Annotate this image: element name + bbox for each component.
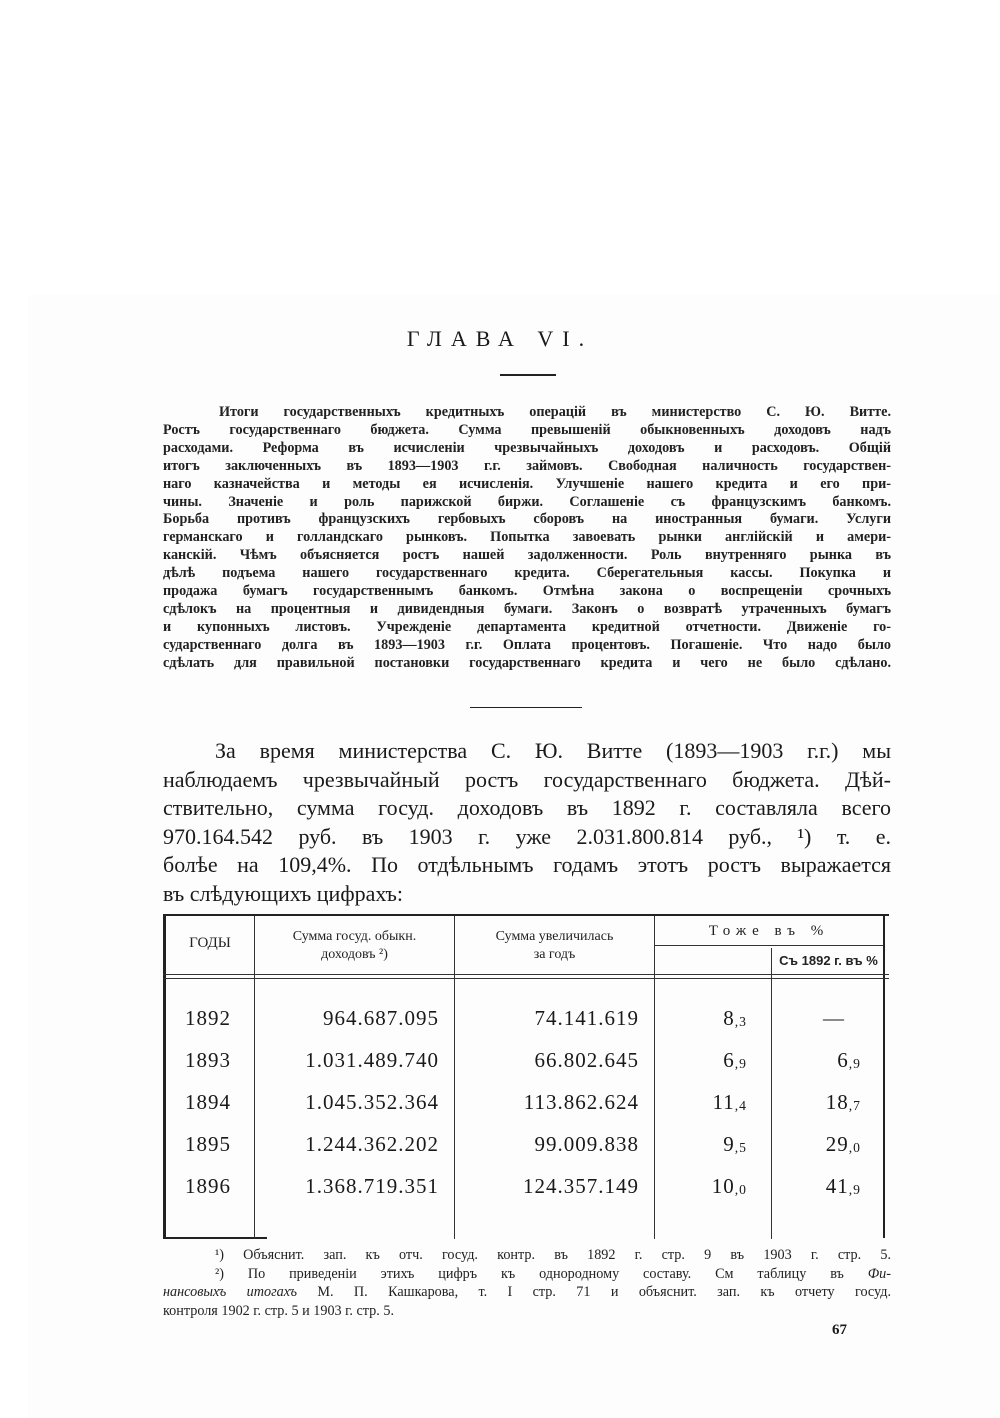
cell-income: 1.244.362.202 <box>305 1132 439 1156</box>
header-income <box>255 928 454 964</box>
table-row <box>163 1048 889 1090</box>
header-income-line: доходовъ ²) <box>321 947 388 962</box>
chapter-title: ГЛАВА VI. <box>406 326 594 351</box>
body-line: ствительно, сумма госуд. доходовъ въ 1892 г. составляла всего <box>163 795 891 820</box>
cell-year: 1892 <box>185 1006 231 1030</box>
cell-year: 1896 <box>185 1174 231 1198</box>
footnote-2-cont: контроля 1902 г. стр. 5 и 1903 г. стр. 5. <box>163 1302 394 1319</box>
table-row <box>163 1090 889 1132</box>
cell-income: 1.045.352.364 <box>305 1090 439 1114</box>
footnote-2-cont: нансовыхъ итогахъ М. П. Кашкарова, т. I стр. 71 и объяснит. зап. къ отчету госуд. <box>163 1284 891 1300</box>
summary-line: продажа бумагъ государственнымъ банкомъ. Отмѣна закона о воспрещеніи срочныхъ <box>163 583 891 600</box>
summary-line: сдѣлокъ на процентныя и дивидендныя бумаги. Законъ о возвратѣ утраченныхъ бумагъ <box>163 600 891 617</box>
cell-pct: $8_{,3}$ <box>723 1006 747 1030</box>
cell-income: 964.687.095 <box>323 1006 439 1030</box>
cell-pct: $10_{,0}$ <box>711 1174 747 1198</box>
page-number: 67 <box>832 1322 847 1338</box>
summary-rule <box>470 707 582 708</box>
body-line: наблюдаемъ чрезвычайный ростъ государственнаго бюджета. Дѣй- <box>163 766 891 792</box>
cell-pct: $11_{,4}$ <box>712 1090 747 1114</box>
cell-increase: 66.802.645 <box>534 1048 639 1072</box>
header-pct-group: Тоже въ % <box>708 923 830 939</box>
header-increase-line: за годъ <box>533 947 576 962</box>
cell-increase: 99.009.838 <box>534 1132 639 1156</box>
summary-line: Ростъ государственнаго бюджета. Сумма превышеній обыкновенныхъ доходовъ надъ <box>163 421 891 438</box>
footnote-1: ¹) Объяснит. зап. къ отч. госуд. контр. въ 1892 г. стр. 9 въ 1903 г. стр. 5. <box>215 1247 891 1263</box>
summary-line: Борьба противъ французскихъ гербовыхъ сборовъ на иностранныя бумаги. Услуги <box>163 511 891 528</box>
cell-income: 1.368.719.351 <box>305 1174 439 1198</box>
summary-line: итогъ заключенныхъ въ 1893—1903 г.г. займовъ. Свободная наличность государствен- <box>163 457 891 474</box>
header-separator <box>163 974 889 975</box>
summary-line: Итоги государственныхъ кредитныхъ операцій въ министерство С. Ю. Витте. <box>219 404 891 420</box>
cell-year: 1894 <box>185 1090 231 1114</box>
cell-pct: $6_{,9}$ <box>723 1048 747 1072</box>
cell-since-1892: $18_{,7}$ <box>825 1090 861 1114</box>
body-paragraph <box>163 737 891 908</box>
cell-year: 1895 <box>185 1132 231 1156</box>
cell-income: 1.031.489.740 <box>305 1048 439 1072</box>
cell-since-1892: — <box>823 1006 845 1030</box>
cell-since-1892: $6_{,9}$ <box>837 1048 861 1072</box>
header-increase-line: Сумма увеличилась <box>495 929 614 944</box>
table-bottom-border <box>163 1237 267 1239</box>
summary-line: расходами. Реформа въ исчисленіи чрезвычайныхъ доходовъ и расходовъ. Общій <box>163 439 891 456</box>
cell-pct: $9_{,5}$ <box>723 1132 747 1156</box>
table-top-border <box>163 914 889 916</box>
footnote-2: ²) По приведеніи этихъ цифръ къ однородному составу. См таблицу въ Фи- <box>215 1265 891 1282</box>
table-row <box>163 1006 889 1048</box>
body-line: 970.164.542 руб. въ 1903 г. уже 2.031.800.814 руб., ¹) т. е. <box>163 823 891 849</box>
subheader-separator <box>655 945 883 946</box>
header-separator <box>163 978 889 979</box>
title-rule <box>500 374 556 376</box>
footnotes <box>163 1246 891 1320</box>
chapter-summary <box>163 404 891 673</box>
summary-line: канскій. Чѣмъ объясняется ростъ нашей задолженности. Роль внутренняго рынка въ <box>163 547 891 564</box>
budget-table <box>163 914 889 1239</box>
header-years: ГОДЫ <box>189 935 231 951</box>
cell-increase: 113.862.624 <box>523 1090 639 1114</box>
header-income-line: Сумма госуд. обыкн. <box>292 929 417 944</box>
summary-line: сударственнаго долга въ 1893—1903 г.г. Оплата процентовъ. Погашеніе. Что надо было <box>163 636 891 653</box>
header-pct-since-1892: Съ 1892 г. въ % <box>779 953 878 968</box>
cell-since-1892: $29_{,0}$ <box>825 1132 861 1156</box>
body-line: За время министерства С. Ю. Витте (1893—1903 г.г.) мы <box>215 738 891 763</box>
summary-line: сдѣлать для правильной постановки государственнаго кредита и чего не было сдѣлано. <box>163 654 891 671</box>
summary-line: дѣлѣ подъема нашего государственнаго кредита. Сберегательныя кассы. Покупка и <box>163 565 891 582</box>
cell-increase: 124.357.149 <box>523 1174 639 1198</box>
table-row <box>163 1132 889 1174</box>
cell-year: 1893 <box>185 1048 231 1072</box>
summary-line: наго казначейства и методы ея исчисленія. Улучшеніе нашего кредита и его при- <box>163 475 891 492</box>
body-line: болѣе на 109,4%. По отдѣльнымъ годамъ этотъ ростъ выражается <box>163 852 891 877</box>
cell-increase: 74.141.619 <box>534 1006 639 1030</box>
summary-line: и купонныхъ листовъ. Учрежденіе департамента кредитной отчетности. Движеніе го- <box>163 618 891 635</box>
summary-line: чины. Значеніе и роль парижской биржи. Соглашеніе съ французскимъ банкомъ. <box>163 493 891 510</box>
cell-since-1892: $41_{,9}$ <box>825 1174 861 1198</box>
body-line: въ слѣдующихъ цифрахъ: <box>163 880 404 906</box>
summary-line: германскаго и голландскаго рынковъ. Попытка завоевать рынки англійскій и амери- <box>163 529 891 546</box>
header-increase <box>455 928 654 964</box>
table-row <box>163 1174 889 1216</box>
